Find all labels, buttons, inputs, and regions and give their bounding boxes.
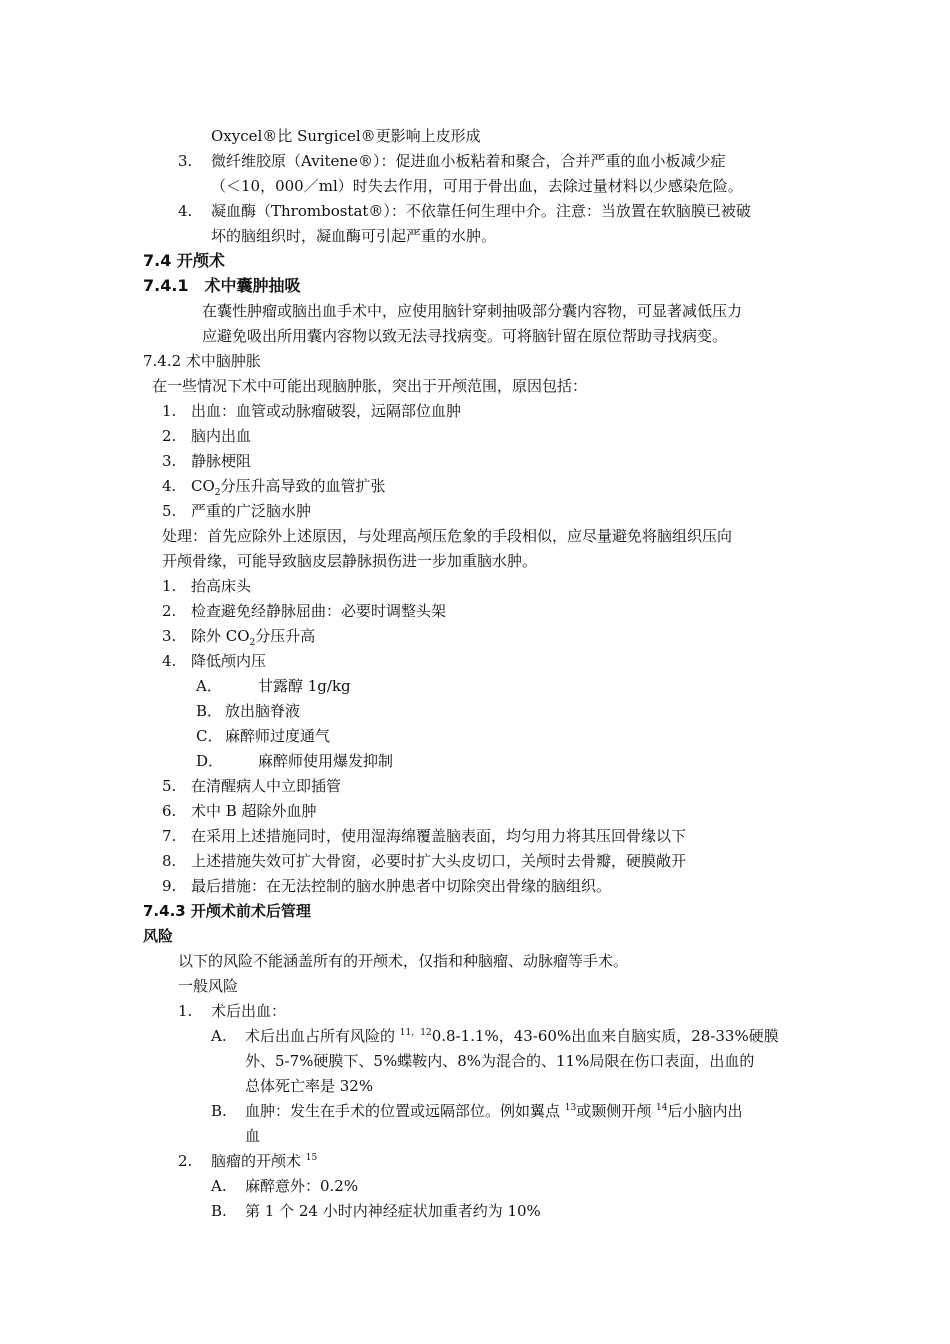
text-line: 应避免吸出所用囊内容物以致无法寻找病变。可将脑针留在原位帮助寻找病变。	[202, 327, 728, 345]
list-item: 3. 微纤维胶原（Avitene®）：促进血小板粘着和聚合，合并严重的血小板减少症	[178, 152, 726, 170]
list-item: 2. 脑内出血	[162, 427, 252, 445]
text-line: 以下的风险不能涵盖所有的开颅术，仅指和种脑瘤、动脉瘤等手术。	[178, 952, 629, 970]
list-item: 7. 在采用上述措施同时，使用湿海绵覆盖脑表面，均匀用力将其压回骨缘以下	[162, 827, 687, 845]
list-item: 2. 检查避免经静脉屈曲：必要时调整头架	[162, 602, 447, 620]
list-item: 4. 凝血酶（Thrombostat®）：不依靠任何生理中介。注意：当放置在软脑膜已被破	[178, 202, 751, 220]
text-line: （＜10，000／ml）时失去作用，可用于骨出血，去除过量材料以少感染危险。	[211, 177, 743, 195]
list-item: 5. 在清醒病人中立即插管	[162, 777, 342, 795]
text-line: 开颅骨缘，可能导致脑皮层静脉损伤进一步加重脑水肿。	[162, 552, 538, 570]
list-item: 5. 严重的广泛脑水肿	[162, 502, 312, 520]
sub-list-item: A． 甘露醇 1g/kg	[196, 677, 351, 695]
list-item: 1. 出血：血管或动脉瘤破裂，远隔部位血肿	[162, 402, 462, 420]
text-line: 在一些情况下术中可能出现脑肿胀，突出于开颅范围，原因包括：	[152, 377, 588, 395]
sub-list-item: C． 麻醉师过度通气	[196, 727, 331, 745]
subsection-heading: 7.4.1 术中囊肿抽吸	[143, 276, 301, 295]
text-line: 一般风险	[178, 977, 239, 995]
subsection-heading: 7.4.2 术中脑肿胀	[143, 352, 261, 370]
list-item: 3. 除外 $CO_2$分压升高	[162, 627, 316, 648]
subsection-heading: 7.4.3 开颅术前术后管理	[143, 902, 311, 920]
text-line: Oxycel®比 Surgicel®更影响上皮形成	[211, 127, 481, 145]
sub-list-item: A. 术后出血占所有风险的 $^{11,12}$0.8-1.1%，43-60%出血来自脑实质，28-33%硬膜	[211, 1027, 779, 1045]
list-item: 1. 术后出血：	[178, 1002, 287, 1020]
sub-list-item: B. 血肿：发生在手术的位置或远隔部位。例如翼点 $^{13}$或颞侧开颅 $^{14}$后小脑内出	[211, 1102, 743, 1120]
text-line: 外、5-7%硬膜下、5%蝶鞍内、8%为混合的、11%局限在伤口表面，出血的	[245, 1052, 755, 1070]
minor-heading: 风险	[143, 927, 174, 945]
text-line: 总体死亡率是 32%	[245, 1077, 374, 1095]
list-item: 4. 降低颅内压	[162, 652, 267, 670]
text-line: 坏的脑组织时，凝血酶可引起严重的水肿。	[211, 227, 497, 245]
sub-list-item: B． 放出脑脊液	[196, 702, 301, 720]
sub-list-item: D． 麻醉师使用爆发抑制	[196, 752, 394, 770]
list-item: 9. 最后措施：在无法控制的脑水肿患者中切除突出骨缘的脑组织。	[162, 877, 612, 895]
text-line: 处理：首先应除外上述原因，与处理高颅压危象的手段相似，应尽量避免将脑组织压向	[162, 527, 733, 545]
list-item: 2. 脑瘤的开颅术 $^{15}$	[178, 1152, 318, 1170]
list-item: 4. $CO_2$分压升高导致的血管扩张	[162, 477, 386, 498]
text-line: 血	[245, 1127, 261, 1145]
list-item: 3. 静脉梗阻	[162, 452, 252, 470]
sub-list-item: B. 第 1 个 24 小时内神经症状加重者约为 10%	[211, 1202, 541, 1220]
section-heading: 7.4 开颅术	[143, 251, 225, 270]
list-item: 8. 上述措施失效可扩大骨窗，必要时扩大头皮切口，关颅时去骨瓣，硬膜敞开	[162, 852, 687, 870]
text-line: 在囊性肿瘤或脑出血手术中，应使用脑针穿刺抽吸部分囊内容物，可显著减低压力	[202, 302, 743, 320]
list-item: 1. 抬高床头	[162, 577, 252, 595]
list-item: 6. 术中 B 超除外血肿	[162, 802, 317, 820]
sub-list-item: A. 麻醉意外：0.2%	[211, 1177, 359, 1195]
